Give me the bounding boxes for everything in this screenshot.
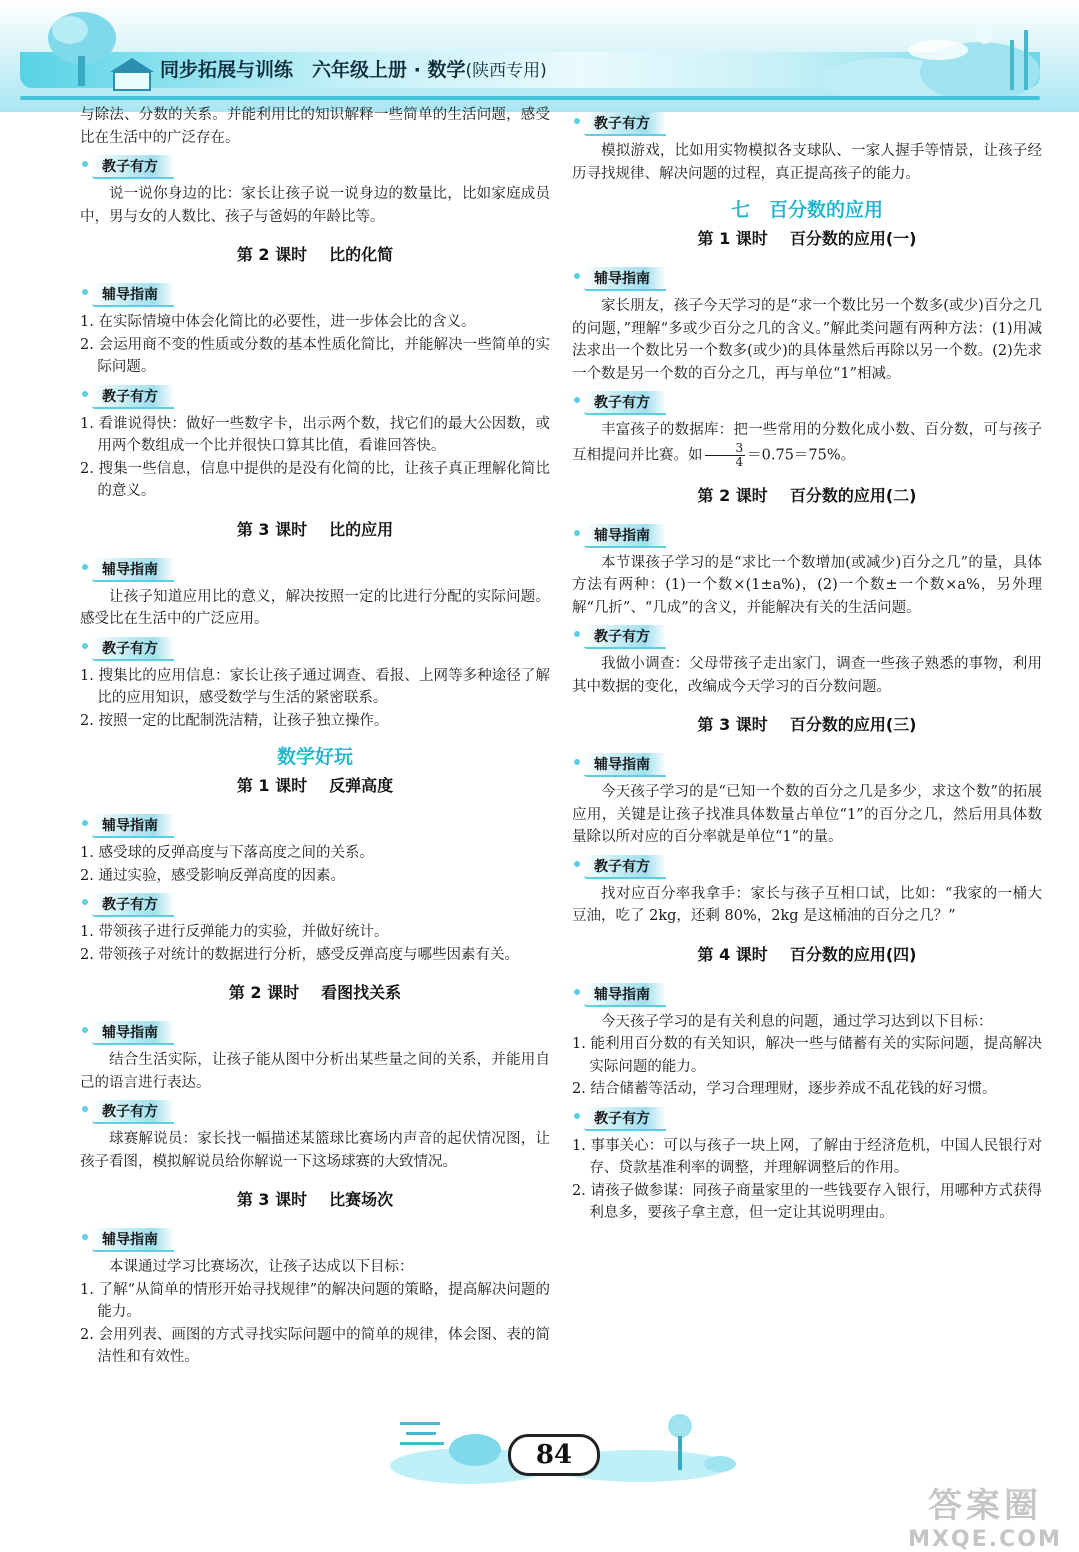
section-tag-guide: 辅导指南 [584,524,666,548]
lesson-heading [80,980,550,1003]
lesson-name: 百分数的应用(二) [789,485,917,505]
list-item: 1. 能利用百分数的有关知识，解决一些与储蓄有关的实际问题，提高解决实际问题的能力。 [572,1036,1042,1075]
lesson-name: 比的应用 [329,519,394,539]
list-item: 1. 搜集比的应用信息：家长让孩子通过调查、看报、上网等多种途径了解比的应用知识，感受数学与生活的紧密联系。 [80,667,550,706]
list-item: 2. 按照一定的比配制洗洁精，让孩子独立操作。 [80,712,389,729]
lesson-name: 看图找关系 [321,983,402,1002]
landscape-illustration [820,10,1050,100]
fraction-numerator: 3 [705,442,746,456]
left-column [80,104,550,1369]
section-tag-teaching: 教子有方 [92,637,174,661]
book-title: 同步拓展与训练 六年级上册 · 数学 [160,59,466,81]
section-tag-guide: 辅导指南 [92,558,174,582]
text-span: 丰富孩子的数据库：把一些常用的分数化成小数、百分数，可与孩子互相提问并比赛。如 [572,422,1042,463]
lesson-name: 反弹高度 [329,776,394,795]
paragraph: 今天孩子学习的是有关利息的问题，通过学习达到以下目标： [601,1013,993,1030]
lesson-number: 第 3 课时 [697,715,768,734]
intro-paragraph: 与除法、分数的关系。并能利用比的知识解释一些简单的生活问题，感受比在生活中的广泛存在。 [80,107,550,146]
list-item: 2. 带领孩子对统计的数据进行分析，感受反弹高度与哪些因素有关。 [80,946,519,963]
section-tag-teaching: 教子有方 [92,385,174,409]
paragraph [572,419,1042,469]
lesson-heading [80,1187,550,1210]
lesson-name: 百分数的应用(三) [789,715,917,734]
paragraph: 结合生活实际，让孩子能从图中分析出某些量之间的关系，并能用自己的语言进行表达。 [80,1052,550,1091]
section-tag-teaching: 教子有方 [584,391,666,415]
lesson-number: 第 2 课时 [697,485,768,505]
header-title [160,56,547,84]
fraction [705,442,746,469]
section-tag-guide: 辅导指南 [92,1228,174,1252]
section-tag-teaching: 教子有方 [584,855,666,879]
watermark-cn: 答案圈 [928,1486,1042,1526]
paragraph: 模拟游戏，比如用实物模拟各支球队、一家人握手等情景，让孩子经历寻找规律、解决问题的过程，真正提高孩子的能力。 [572,143,1042,182]
section-tag-teaching: 教子有方 [92,1100,174,1124]
section-tag-guide: 辅导指南 [584,983,666,1007]
lesson-name: 百分数的应用(四) [789,944,917,964]
list-item: 1. 事事关心：可以与孩子一块上网，了解由于经济危机，中国人民银行对存、贷款基准利率的调整，并理解调整后的作用。 [572,1137,1042,1176]
list-item: 2. 结合储蓄等活动，学习合理理财，逐步养成不乱花钱的好习惯。 [572,1081,997,1097]
page-number: 84 [508,1434,600,1476]
right-column [572,104,1042,1225]
page-header [0,0,1079,112]
section-tag-teaching: 教子有方 [92,155,174,179]
unit-title: 七 百分数的应用 [730,199,883,221]
lesson-heading [572,712,1042,735]
lesson-number: 第 2 课时 [228,983,300,1002]
list-item: 1. 看谁说得快：做好一些数字卡，出示两个数，找它们的最大公因数，或用两个数组成一个比并很快口算其比值，看谁回答快。 [80,415,550,454]
watermark [900,1478,1070,1552]
paragraph: 让孩子知道应用比的意义，解决按照一定的比进行分配的实际问题。感受比在生活中的广泛应用。 [80,588,550,627]
paragraph: 本节课孩子学习的是“求比一个数增加(或减少)百分之几”的量，具体方法有两种：(1)一个数×(1±a%)，(2)一个数±一个数×a%，另外理解“几折”、“几成”的含义，并能解决有关的生活问题。 [572,554,1042,616]
section-tag-teaching: 教子有方 [92,893,174,917]
list-item: 2. 请孩子做参谋：同孩子商量家里的一些钱要存入银行，用哪种方式获得利息多，要孩子拿主意，但一定让其说明理由。 [572,1182,1042,1221]
section-tag-teaching: 教子有方 [584,112,666,136]
section-tag-guide: 辅导指南 [584,753,666,777]
page-footer [0,1400,1079,1552]
lesson-name: 百分数的应用(一) [789,229,917,248]
lesson-number: 第 3 课时 [236,1190,308,1209]
paragraph: 球赛解说员：家长找一幅描述某篮球比赛场内声音的起伏情况图，让孩子看图，模拟解说员给你解说一下这场球赛的大致情况。 [80,1131,550,1170]
section-tag-guide: 辅导指南 [92,1021,174,1045]
paragraph: 家长朋友，孩子今天学习的是“求一个数比另一个数多(或少)百分之几的问题，”理解“多或少百分之几的含义。”解此类问题有两种方法：(1)用减法求出一个数比另一个数多(或少)的具体量然后再除以另一个数。(2)先求一个数是另一个数的百分之几，再与单位“1”相减。 [572,298,1042,382]
paragraph: 找对应百分率我拿手：家长与孩子互相口试，比如：“我家的一桶大豆油，吃了 2kg，还剩 80%，2kg 是这桶油的百分之几？” [572,885,1042,924]
header-rule [20,96,1040,100]
list-item: 1. 在实际情境中体会化简比的必要性，进一步体会比的含义。 [80,314,476,330]
section-tag-teaching: 教子有方 [584,1107,666,1131]
list-item: 2. 搜集一些信息，信息中提供的是没有化简的比，让孩子真正理解化简比的意义。 [80,460,550,499]
book-edition: (陕西专用) [465,61,547,81]
fraction-denominator: 4 [735,454,744,469]
lesson-heading [80,773,550,796]
lesson-number: 第 1 课时 [697,229,768,248]
list-item: 2. 通过实验，感受影响反弹高度的因素。 [80,867,345,884]
lesson-heading [572,226,1042,249]
paragraph: 我做小调查：父母带孩子走出家门，调查一些孩子熟悉的事物，利用其中数据的变化，改编成今天学习的百分数问题。 [572,656,1042,695]
paragraph: 本课通过学习比赛场次，让孩子达成以下目标： [109,1259,414,1275]
lesson-heading [80,242,550,265]
lesson-number: 第 4 课时 [697,944,768,964]
section-tag-guide: 辅导指南 [92,814,174,838]
lesson-name: 比的化简 [329,245,394,264]
list-item: 1. 感受球的反弹高度与下落高度之间的关系。 [80,845,374,861]
unit-title: 数学好玩 [276,746,353,768]
lesson-name: 比赛场次 [329,1190,394,1209]
watermark-en: MXQE.COM [908,1527,1062,1552]
lesson-heading [80,517,550,540]
lesson-heading [572,942,1042,965]
paragraph: 今天孩子学习的是“已知一个数的百分之几是多少，求这个数”的拓展应用，关键是让孩子找准具体数量占单位“1”的百分之几，然后用具体数量除以所对应的百分率就是单位“1”的量。 [572,784,1042,845]
tree-house-illustration [40,8,160,98]
section-tag-guide: 辅导指南 [584,267,666,291]
lesson-number: 第 1 课时 [236,776,308,795]
paragraph: 说一说你身边的比：家长让孩子说一说身边的数量比，比如家庭成员中，男与女的人数比、孩子与爸妈的年龄比等。 [80,186,550,225]
list-item: 2. 会用列表、画图的方式寻找实际问题中的简单的规律，体会图、表的简洁性和有效性。 [80,1326,550,1365]
section-tag-teaching: 教子有方 [584,625,666,649]
lesson-number: 第 2 课时 [236,245,308,264]
lesson-number: 第 3 课时 [236,519,308,539]
section-tag-guide: 辅导指南 [92,283,174,307]
list-item: 1. 带领孩子进行反弹能力的实验，并做好统计。 [80,924,389,940]
text-span: ＝0.75＝75%。 [747,447,856,463]
list-item: 2. 会运用商不变的性质或分数的基本性质化简比，并能解决一些简单的实际问题。 [80,336,550,375]
list-item: 1. 了解“从简单的情形开始寻找规律”的解决问题的策略，提高解决问题的能力。 [80,1281,550,1320]
lesson-heading [572,483,1042,506]
